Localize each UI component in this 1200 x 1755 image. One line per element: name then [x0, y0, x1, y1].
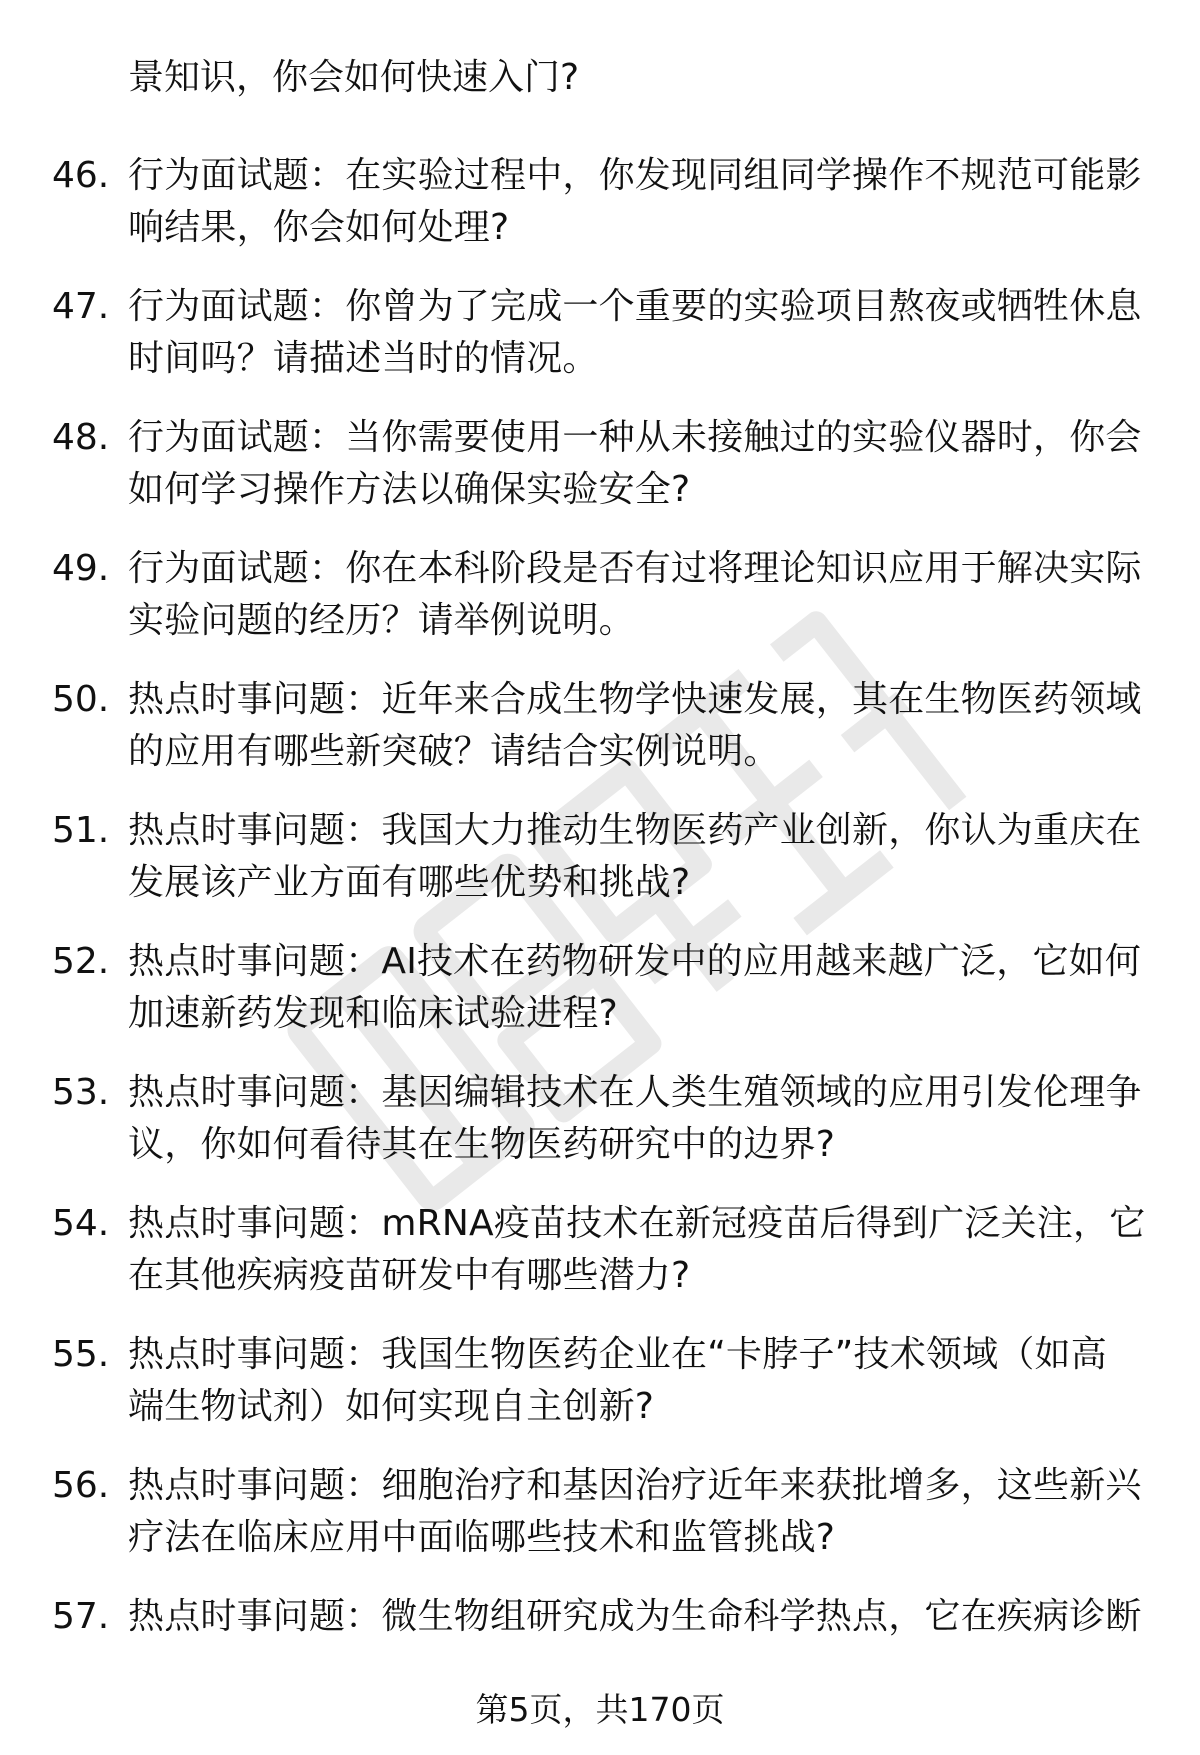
question-line: 议，你如何看待其在生物医药研究中的边界? — [128, 1124, 836, 1165]
question-number: 48. — [52, 417, 110, 458]
list-item — [0, 1198, 1200, 1329]
question-text — [128, 936, 1142, 1040]
question-text — [128, 1198, 1146, 1302]
question-line: 疗法在临床应用中面临哪些技术和监管挑战? — [128, 1517, 836, 1558]
question-line: 行为面试题：你在本科阶段是否有过将理论知识应用于解决实际 — [128, 548, 1142, 589]
list-item — [0, 805, 1200, 936]
list-item — [0, 674, 1200, 805]
question-line: 的应用有哪些新突破？请结合实例说明。 — [128, 731, 780, 772]
question-line: 行为面试题：当你需要使用一种从未接触过的实验仪器时，你会 — [128, 417, 1142, 458]
question-line: 热点时事问题：AI技术在药物研发中的应用越来越广泛，它如何 — [128, 941, 1142, 982]
question-line: 热点时事问题：我国生物医药企业在“卡脖子”技术领域（如高 — [128, 1334, 1107, 1375]
question-line: 实验问题的经历？请举例说明。 — [128, 600, 635, 641]
question-text — [128, 1460, 1142, 1564]
list-item — [0, 1460, 1200, 1591]
list-item — [0, 412, 1200, 543]
question-text — [128, 1329, 1138, 1433]
question-line: 行为面试题：你曾为了完成一个重要的实验项目熬夜或牺牲休息 — [128, 286, 1142, 327]
question-number: 50. — [52, 679, 110, 720]
question-number: 51. — [52, 810, 110, 851]
question-text — [128, 150, 1142, 254]
question-line: 如何学习操作方法以确保实验安全? — [128, 469, 691, 510]
question-text — [128, 543, 1142, 647]
question-line: 加速新药发现和临床试验进程? — [128, 993, 618, 1034]
question-text — [128, 1067, 1142, 1171]
question-text — [128, 1591, 1142, 1643]
question-line: 热点时事问题：mRNA疫苗技术在新冠疫苗后得到广泛关注，它 — [128, 1203, 1146, 1244]
question-line: 端生物试剂）如何实现自主创新? — [128, 1386, 655, 1427]
list-item — [0, 936, 1200, 1067]
question-text — [128, 412, 1142, 516]
question-number: 55. — [52, 1334, 110, 1375]
question-number: 54. — [52, 1203, 110, 1244]
question-line: 时间吗？请描述当时的情况。 — [128, 338, 599, 379]
list-item — [0, 1329, 1200, 1460]
question-line: 发展该产业方面有哪些优势和挑战? — [128, 862, 691, 903]
question-number: 57. — [52, 1596, 110, 1637]
list-item — [0, 150, 1200, 281]
question-line: 响结果，你会如何处理? — [128, 207, 510, 248]
question-line: 热点时事问题：细胞治疗和基因治疗近年来获批增多，这些新兴 — [128, 1465, 1142, 1506]
question-number: 49. — [52, 548, 110, 589]
question-line: 热点时事问题：近年来合成生物学快速发展，其在生物医药领域 — [128, 679, 1142, 720]
continued-question-line: 景知识，你会如何快速入门? — [128, 57, 580, 98]
question-number: 53. — [52, 1072, 110, 1113]
list-item — [0, 281, 1200, 412]
question-number: 56. — [52, 1465, 110, 1506]
question-line: 在其他疾病疫苗研发中有哪些潜力? — [128, 1255, 691, 1296]
question-line: 热点时事问题：微生物组研究成为生命科学热点，它在疾病诊断 — [128, 1596, 1142, 1637]
question-text — [128, 805, 1142, 909]
question-text — [128, 674, 1142, 778]
question-number: 46. — [52, 155, 110, 196]
page-footer: 第5页，共170页 — [475, 1690, 725, 1729]
list-item — [0, 1067, 1200, 1198]
question-line: 热点时事问题：基因编辑技术在人类生殖领域的应用引发伦理争 — [128, 1072, 1142, 1113]
question-text — [128, 281, 1142, 385]
question-line: 热点时事问题：我国大力推动生物医药产业创新，你认为重庆在 — [128, 810, 1142, 851]
question-list — [0, 150, 1200, 1722]
list-item — [0, 543, 1200, 674]
question-number: 47. — [52, 286, 110, 327]
question-line: 行为面试题：在实验过程中，你发现同组同学操作不规范可能影 — [128, 155, 1142, 196]
question-number: 52. — [52, 941, 110, 982]
